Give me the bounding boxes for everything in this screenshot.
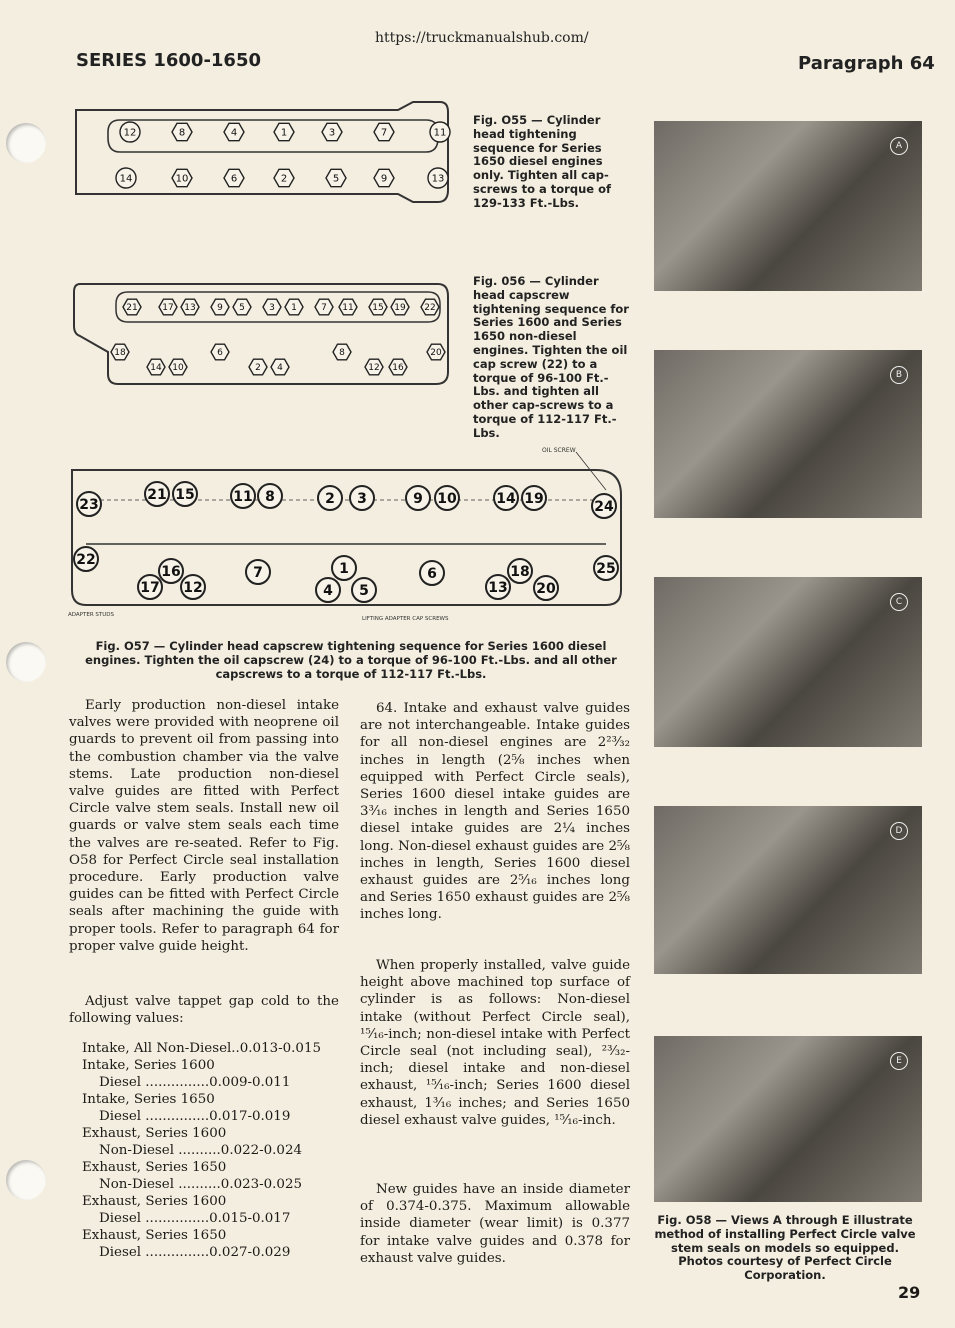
view-label: B xyxy=(890,366,908,384)
bolt-number: 7 xyxy=(380,127,388,139)
bolt-number: 12 xyxy=(123,127,137,139)
bolt-marker xyxy=(159,559,183,583)
bolt-marker xyxy=(316,578,340,602)
bolt-number: 5 xyxy=(239,303,245,314)
series-heading: SERIES 1600-1650 xyxy=(76,50,262,71)
bolt-marker xyxy=(116,168,136,188)
bolt-marker xyxy=(233,299,251,315)
bolt-marker xyxy=(172,169,192,186)
bolt-marker xyxy=(120,122,140,142)
fig056-diagram xyxy=(68,276,458,388)
bolt-number: 24 xyxy=(594,499,614,516)
photo-view-b xyxy=(654,350,922,518)
tappet-row: Diesel ...............0.017-0.019 xyxy=(82,1109,291,1124)
bolt-marker xyxy=(274,123,294,140)
bolt-number: 22 xyxy=(424,303,436,314)
bolt-number: 1 xyxy=(339,561,349,578)
bolt-marker xyxy=(224,123,244,140)
bolt-number: 25 xyxy=(596,561,616,578)
fig055-top-row xyxy=(120,122,450,142)
tappet-row: Diesel ...............0.015-0.017 xyxy=(82,1211,291,1226)
col2-paragraph-2: When properly installed, valve guide height above machined top surface of cylinder is as follows: Non-diesel intake (without Perfect Circle seal), ¹⁵⁄₁₆-inch; non-diesel intake with Perfect Circle seal (not including seal), ²³⁄₃₂-inch; diesel intake and non-diesel exhaust, ¹⁵⁄₁₆-inch; Series 1600 diesel exhaust, 1³⁄₁₆ inches; and Series 1650 diesel exhaust valve guides, ¹⁵⁄₁₆-inch. xyxy=(360,958,630,1128)
fig055-diagram xyxy=(68,98,458,210)
tappet-gap-table xyxy=(82,1040,342,1261)
paragraph-heading: Paragraph 64 xyxy=(798,53,935,74)
tappet-row: Intake, Series 1600 xyxy=(82,1058,215,1073)
col1-paragraph-2: Adjust valve tappet gap cold to the following values: xyxy=(69,994,339,1027)
bolt-number: 10 xyxy=(175,173,189,185)
bolt-number: 20 xyxy=(430,348,442,359)
photo-view-c xyxy=(654,577,922,747)
bolt-marker xyxy=(369,299,387,315)
bolt-marker xyxy=(258,484,282,508)
bolt-marker xyxy=(181,299,199,315)
photo-view-d xyxy=(654,806,922,974)
bolt-number: 15 xyxy=(372,303,384,314)
bolt-marker xyxy=(594,556,618,580)
bolt-marker xyxy=(352,578,376,602)
bolt-marker xyxy=(172,123,192,140)
bolt-number: 2 xyxy=(280,173,288,185)
bolt-marker xyxy=(138,575,162,599)
bolt-marker xyxy=(326,169,346,186)
bolt-number: 13 xyxy=(431,173,445,185)
bolt-marker xyxy=(420,561,444,585)
bolt-marker xyxy=(74,547,98,571)
bolt-number: 1 xyxy=(280,127,288,139)
bolt-number: 18 xyxy=(510,564,530,581)
bolt-number: 5 xyxy=(332,173,340,185)
photo-view-a xyxy=(654,121,922,291)
bolt-number: 16 xyxy=(161,564,181,581)
view-label: C xyxy=(890,593,908,611)
bolt-marker xyxy=(339,299,357,315)
bolt-marker xyxy=(224,169,244,186)
tappet-row: Non-Diesel ..........0.023-0.025 xyxy=(82,1177,302,1192)
bolt-marker xyxy=(391,299,409,315)
bolt-number: 2 xyxy=(325,491,335,508)
fig055-bottom-row xyxy=(116,168,448,188)
col2-paragraph-3: New guides have an inside diameter of 0.374-0.375. Maximum allowable inside diameter (wear limit) is 0.377 for intake valve guides and 0.378 for exhaust valve guides. xyxy=(360,1182,630,1266)
bolt-number: 13 xyxy=(184,303,196,314)
bolt-number: 16 xyxy=(392,363,404,374)
bolt-number: 20 xyxy=(536,581,556,598)
photo-view-e xyxy=(654,1036,922,1202)
oil-screw-label: OIL SCREW xyxy=(542,447,576,454)
bolt-marker xyxy=(508,559,532,583)
bolt-number: 3 xyxy=(269,303,275,314)
bolt-marker xyxy=(430,122,450,142)
binder-hole xyxy=(6,1160,46,1200)
page-number: 29 xyxy=(898,1283,921,1302)
bolt-marker xyxy=(159,299,177,315)
bolt-marker xyxy=(494,486,518,510)
bolt-marker xyxy=(389,359,407,375)
bolt-number: 12 xyxy=(368,363,380,374)
bolt-marker xyxy=(592,494,616,518)
bolt-number: 6 xyxy=(217,348,223,359)
bolt-number: 9 xyxy=(217,303,223,314)
tappet-row: Non-Diesel ..........0.022-0.024 xyxy=(82,1143,302,1158)
fig056-bottom-row xyxy=(111,344,445,375)
bolt-marker xyxy=(271,359,289,375)
bolt-number: 22 xyxy=(76,552,96,569)
view-label: D xyxy=(890,822,908,840)
bolt-marker xyxy=(123,299,141,315)
bolt-number: 10 xyxy=(437,491,457,508)
bolt-number: 6 xyxy=(427,566,437,583)
bolt-marker xyxy=(522,486,546,510)
tappet-row: Diesel ...............0.009-0.011 xyxy=(82,1075,291,1090)
bolt-marker xyxy=(374,123,394,140)
bolt-marker xyxy=(147,359,165,375)
bolt-number: 4 xyxy=(230,127,238,139)
bolt-marker xyxy=(231,484,255,508)
fig057-bottom-row xyxy=(74,547,618,602)
bolt-number: 2 xyxy=(255,363,261,374)
binder-hole xyxy=(6,123,46,163)
bolt-marker xyxy=(169,359,187,375)
fig058-caption: Fig. O58 — Views A through E illustrate method of installing Perfect Circle valve stem seals on models so equipped. Photos courtesy of Perfect Circle Corporation. xyxy=(654,1213,916,1283)
bolt-marker xyxy=(322,123,342,140)
bolt-marker xyxy=(318,486,342,510)
bolt-marker xyxy=(274,169,294,186)
bolt-marker xyxy=(374,169,394,186)
bolt-marker xyxy=(145,482,169,506)
bolt-number: 21 xyxy=(147,487,167,504)
tappet-row: Exhaust, Series 1600 xyxy=(82,1126,227,1141)
bolt-marker xyxy=(365,359,383,375)
adapter-studs-label: ADAPTER STUDS xyxy=(68,612,114,618)
bolt-marker xyxy=(246,560,270,584)
bolt-number: 9 xyxy=(380,173,388,185)
bolt-marker xyxy=(534,576,558,600)
bolt-number: 13 xyxy=(488,580,508,597)
bolt-number: 3 xyxy=(328,127,336,139)
bolt-number: 5 xyxy=(359,583,369,600)
bolt-number: 8 xyxy=(339,348,345,359)
fig056-caption: Fig. 056 — Cylinder head capscrew tightening sequence for Series 1600 and Series 1650 non-diesel engines. Tighten the oil cap screw (22) to a torque of 96-100 Ft.-Lbs. and tighten all other cap-screws to a torque of 112-117 Ft.-Lbs. xyxy=(473,274,629,440)
bolt-marker xyxy=(181,575,205,599)
bolt-number: 7 xyxy=(321,303,327,314)
bolt-number: 1 xyxy=(291,303,297,314)
view-label: A xyxy=(890,137,908,155)
bolt-number: 6 xyxy=(230,173,238,185)
bolt-number: 9 xyxy=(413,491,423,508)
view-label: E xyxy=(890,1052,908,1070)
bolt-number: 3 xyxy=(357,491,367,508)
bolt-marker xyxy=(421,299,439,315)
fig057-diagram xyxy=(66,440,636,625)
bolt-marker xyxy=(249,359,267,375)
bolt-number: 4 xyxy=(323,583,333,600)
tappet-row: Exhaust, Series 1600 xyxy=(82,1194,227,1209)
bolt-marker xyxy=(427,344,445,360)
bolt-marker xyxy=(111,344,129,360)
fig055-caption: Fig. O55 — Cylinder head tightening sequence for Series 1650 diesel engines only. Tighten all cap-screws to a torque of 129-133 Ft.-Lbs. xyxy=(473,113,611,210)
tappet-row: Exhaust, Series 1650 xyxy=(82,1228,227,1243)
bolt-number: 15 xyxy=(175,487,195,504)
bolt-marker xyxy=(333,344,351,360)
bolt-number: 18 xyxy=(114,348,126,359)
bolt-number: 17 xyxy=(162,303,174,314)
bolt-number: 4 xyxy=(277,363,283,374)
bolt-number: 19 xyxy=(524,491,544,508)
bolt-number: 11 xyxy=(233,489,253,506)
bolt-marker xyxy=(428,168,448,188)
bolt-marker xyxy=(486,575,510,599)
bolt-marker xyxy=(350,486,374,510)
lifting-label: LIFTING ADAPTER CAP SCREWS xyxy=(362,616,449,622)
source-url[interactable]: https://truckmanualshub.com/ xyxy=(375,30,589,46)
bolt-marker xyxy=(315,299,333,315)
tappet-row: Exhaust, Series 1650 xyxy=(82,1160,227,1175)
fig057-caption: Fig. O57 — Cylinder head capscrew tightening sequence for Series 1600 diesel engines. Tighten the oil capscrew (24) to a torque of 96-100 Ft.-Lbs. and all other capscrews to a torque of 112-117 Ft.-Lbs. xyxy=(85,639,617,681)
tappet-row: Intake, All Non-Diesel..0.013-0.015 xyxy=(82,1041,321,1056)
tappet-row: Diesel ...............0.027-0.029 xyxy=(82,1245,291,1260)
col2-paragraph-1: 64. Intake and exhaust valve guides are not interchangeable. Intake guides for all non-diesel engines are 2²³⁄₃₂ inches in length (2⅝ inches when equipped with Perfect Circle seals), Series 1600 diesel intake guides are 3³⁄₁₆ inches in length and Series 1650 diesel intake guides are 2¼ inches long. Non-diesel exhaust guides are 2⅝ inches in length, Series 1600 diesel exhaust guides are 2⁵⁄₁₆ inches long and Series 1650 exhaust guides are 2⅝ inches long. xyxy=(360,701,630,923)
bolt-number: 17 xyxy=(140,580,160,597)
bolt-marker xyxy=(211,344,229,360)
bolt-marker xyxy=(211,299,229,315)
bolt-marker xyxy=(77,492,101,516)
bolt-number: 8 xyxy=(265,489,275,506)
bolt-number: 14 xyxy=(150,363,162,374)
bolt-number: 11 xyxy=(342,303,354,314)
bolt-marker xyxy=(332,556,356,580)
bolt-number: 23 xyxy=(79,497,99,514)
bolt-marker xyxy=(263,299,281,315)
bolt-number: 14 xyxy=(119,173,133,185)
fig056-top-row xyxy=(123,299,439,315)
bolt-marker xyxy=(435,486,459,510)
bolt-number: 19 xyxy=(394,303,406,314)
bolt-number: 7 xyxy=(253,565,263,582)
bolt-marker xyxy=(173,482,197,506)
tappet-row: Intake, Series 1650 xyxy=(82,1092,215,1107)
bolt-number: 11 xyxy=(433,127,447,139)
binder-hole xyxy=(6,642,46,682)
bolt-number: 12 xyxy=(183,580,203,597)
bolt-marker xyxy=(406,486,430,510)
bolt-number: 8 xyxy=(178,127,186,139)
bolt-number: 21 xyxy=(126,303,138,314)
col1-paragraph-1: Early production non-diesel intake valves were provided with neoprene oil guards to prevent oil from passing into the combustion chamber via the valve stems. Late production non-diesel valve guides are fitted with Perfect Circle valve stem seals. Install new oil guards or valve stem seals each time the valves are re-seated. Refer to Fig. O58 for Perfect Circle seal installation procedure. Early production valve guides can be fitted with Perfect Circle seals after machining the guide with proper tools. Refer to paragraph 64 for proper valve guide height. xyxy=(69,698,339,954)
bolt-marker xyxy=(285,299,303,315)
bolt-number: 14 xyxy=(496,491,516,508)
bolt-number: 10 xyxy=(172,363,184,374)
